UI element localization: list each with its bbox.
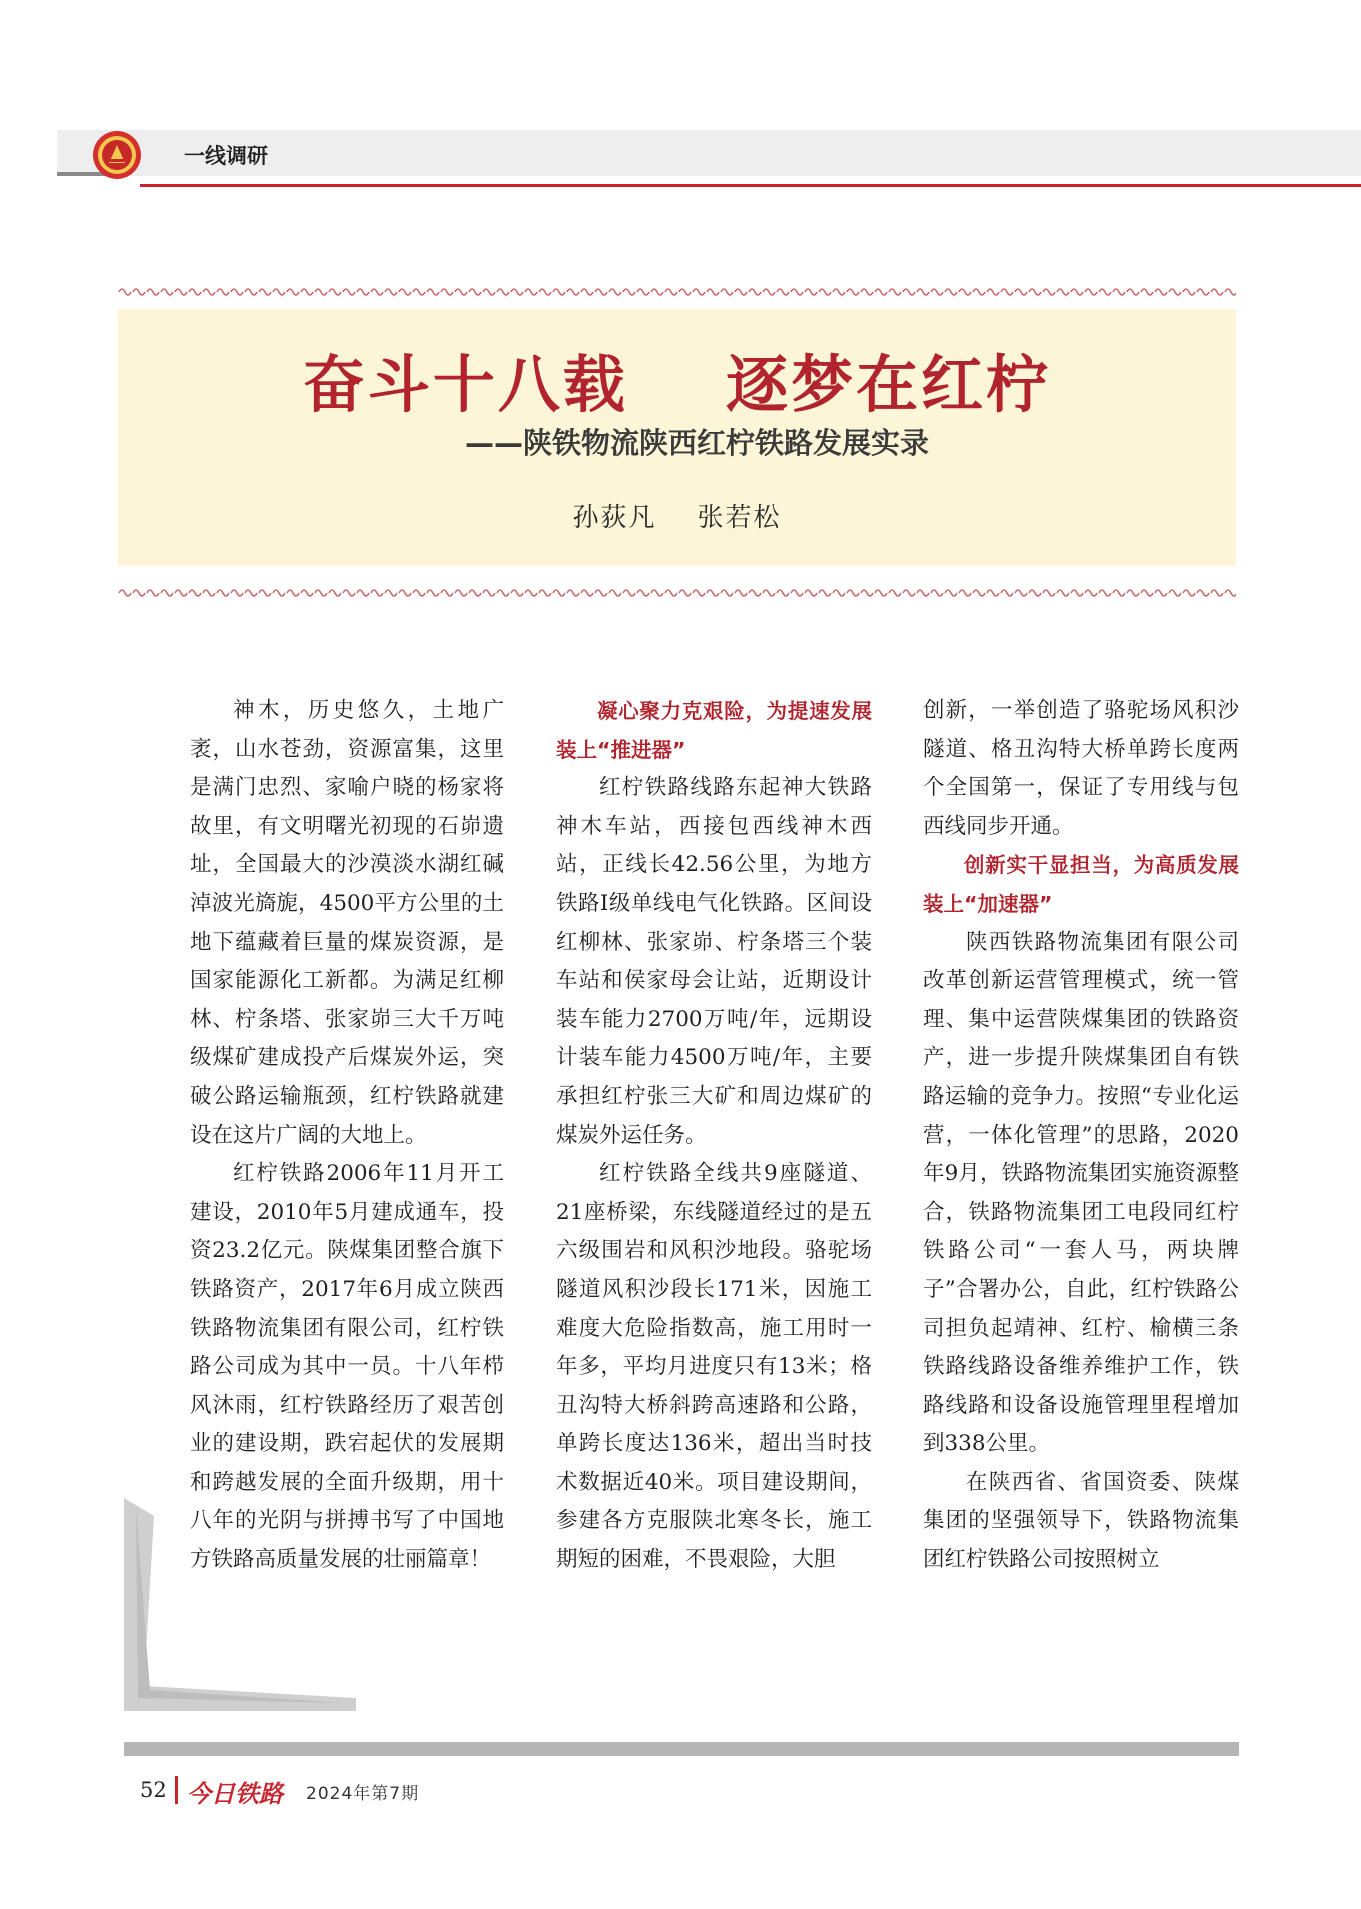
magazine-name: 今日铁路 — [187, 1779, 283, 1808]
article-authors: 孙荻凡 张若松 — [572, 503, 782, 533]
paragraph: 神木，历史悠久，土地广袤，山水苍劲，资源富集，这里是满门忠烈、家喻户晓的杨家将故里，有文明曙光初现的石峁遗址，全国最大的沙漠淡水湖红碱淖波光旖旎，4500平方公里的土地下蕴藏着巨量的煤炭资源，是国家能源化工新都。为满足红柳林、柠条塔、张家峁三大千万吨级煤矿建成投产后煤炭外运，突破公路运输瓶颈，红柠铁路就建设在这片广阔的大地上。 — [190, 698, 504, 1148]
header-red-line — [140, 184, 1361, 187]
title-box — [118, 309, 1236, 566]
text-column-2 — [556, 692, 872, 1580]
paragraph: 红柠铁路线路东起神大铁路神木车站，西接包西线神木西站，正线长42.56公里，为地方铁路I级单线电气化铁路。区间设红柳林、张家峁、柠条塔三个装车站和侯家母会让站，近期设计装车能力2700万吨/年，远期设计装车能力4500万吨/年，主要承担红柠张三大矿和周边煤矿的煤炭外运任务。 — [556, 775, 872, 1148]
article-title: 奋斗十八载 逐梦在红柠 — [302, 348, 1052, 421]
section-heading: 凝心聚力克艰险，为提速发展装上“推进器” — [556, 699, 872, 762]
text-column-3 — [923, 692, 1239, 1580]
paragraph: 红柠铁路2006年11月开工建设，2010年5月建成通车，投资23.2亿元。陕煤集团整合旗下铁路资产，2017年6月成立陕西铁路物流集团有限公司，红柠铁路公司成为其中一员。十八年栉风沐雨，红柠铁路经历了艰苦创业的建设期，跌宕起伏的发展期和跨越发展的全面升级期，用十八年的光阴与拼搏书写了中国地方铁路高质量发展的壮丽篇章！ — [190, 1161, 504, 1573]
ornament-border-top — [118, 285, 1236, 299]
paragraph: 陕西铁路物流集团有限公司改革创新运营管理模式，统一管理、集中运营陕煤集团的铁路资产，进一步提升陕煤集团自有铁路运输的竞争力。按照“专业化运营，一体化管理”的思路，2020年9月，铁路物流集团实施资源整合，铁路物流集团工电段同红柠铁路公司“一套人马，两块牌子”合署办公，自此，红柠铁路公司担负起靖神、红柠、榆横三条铁路线路设备维养维护工作，铁路线路和设备设施管理里程增加到338公里。 — [923, 929, 1239, 1457]
section-heading: 创新实干显担当，为高质发展装上“加速器” — [923, 853, 1239, 916]
text-column-1 — [190, 692, 504, 1580]
ornament-border-bottom — [118, 586, 1236, 600]
footer-separator — [175, 1776, 178, 1804]
article-subtitle: ——陕铁物流陕西红柠铁路发展实录 — [464, 426, 929, 460]
paragraph: 红柠铁路全线共9座隧道、21座桥梁，东线隧道经过的是五六级围岩和风积沙地段。骆驼场隧道风积沙段长171米，因施工难度大危险指数高，施工用时一年多，平均月进度只有13米；格丑沟特大桥斜跨高速路和公路，单跨长度达136米，超出当时技术数据近40米。项目建设期间，参建各方克服陕北寒冬长，施工期短的困难，不畏艰险，大胆 — [556, 1161, 872, 1573]
railway-emblem-icon — [92, 130, 142, 180]
paragraph: 在陕西省、省国资委、陕煤集团的坚强领导下，铁路物流集团红柠铁路公司按照树立 — [923, 1469, 1239, 1573]
paragraph-continuation: 创新，一举创造了骆驼场风积沙隧道、格丑沟特大桥单跨长度两个全国第一，保证了专用线与包西线同步开通。 — [923, 698, 1239, 839]
section-label: 一线调研 — [184, 144, 268, 168]
footer-bar — [124, 1742, 1239, 1756]
issue-label: 2024年第7期 — [306, 1784, 420, 1804]
page-number: 52 — [140, 1778, 167, 1802]
decorative-corner — [124, 1498, 356, 1711]
